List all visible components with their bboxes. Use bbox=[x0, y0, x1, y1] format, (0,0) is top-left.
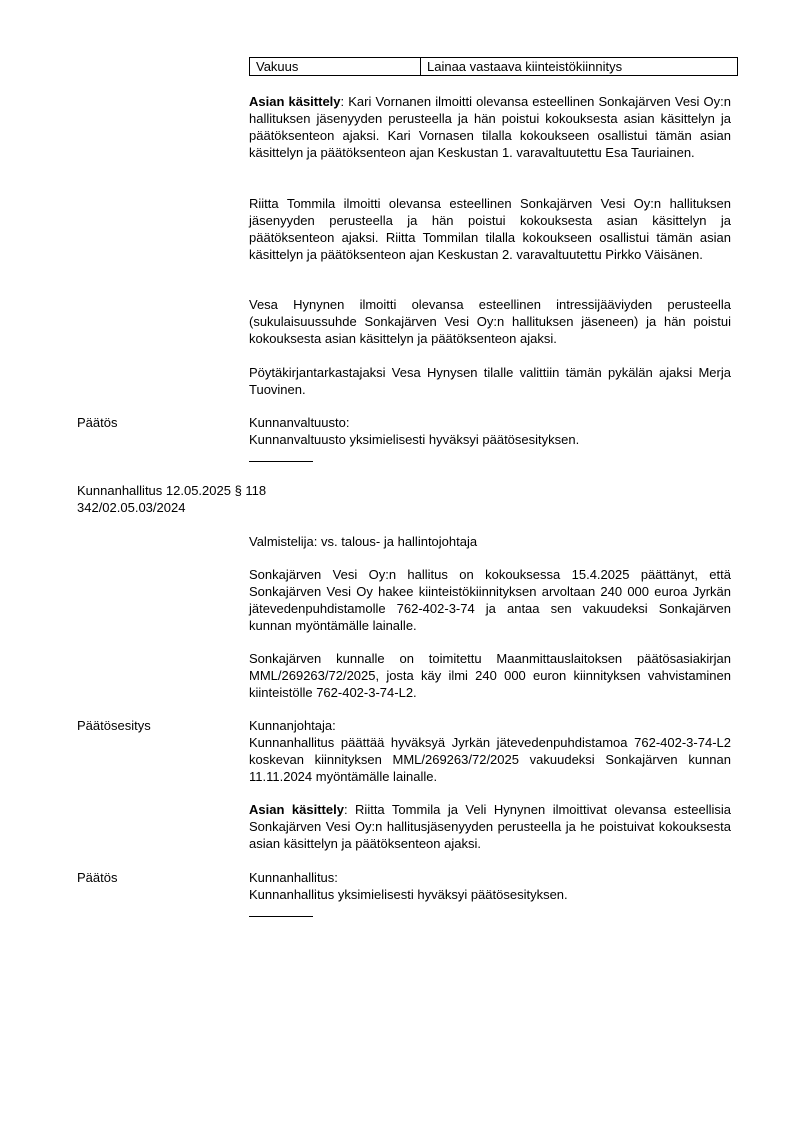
meeting-header-line2: 342/02.05.03/2024 bbox=[77, 500, 186, 515]
paatos-label: Päätös bbox=[77, 415, 118, 430]
asian-kasittely-paragraph-1 bbox=[249, 93, 731, 161]
meeting-header bbox=[77, 482, 266, 516]
paatos-body-line2: Kunnanhallitus yksimielisesti hyväksyi päätösesityksen. bbox=[249, 887, 568, 902]
paatos-body bbox=[249, 869, 731, 903]
paatosesitys-line2: Kunnanhallitus päättää hyväksyä Jyrkän jätevedenpuhdistamoa 762-402-3-74-L2 koskevan kiinnityksen MML/269263/72/2025 vakuudeksi Sonkajärven kunnan 11.11.2024 myöntämälle lainalle. bbox=[249, 735, 731, 784]
paatosesitys-label: Päätösesitys bbox=[77, 718, 151, 733]
paatos-body bbox=[249, 414, 731, 448]
paragraph-hallitus-paatos: Sonkajärven Vesi Oy:n hallitus on kokouksessa 15.4.2025 päättänyt, että Sonkajärven Vesi Oy hakee kiinteistökiinnityksen arvoltaan 240 000 euroa Jyrkän jätevedenpuhdistamolle 762-402-3-74 ja antaa sen vakuudeksi Sonkajärven kunnan myöntämälle lainalle. bbox=[249, 567, 731, 633]
paatos-body-line2: Kunnanvaltuusto yksimielisesti hyväksyi päätösesityksen. bbox=[249, 432, 580, 447]
section-divider bbox=[249, 916, 313, 917]
vakuus-label-cell: Vakuus bbox=[250, 58, 421, 76]
meeting-header-line1: Kunnanhallitus 12.05.2025 § 118 bbox=[77, 483, 267, 498]
vakuus-value-cell: Lainaa vastaava kiinteistökiinnitys bbox=[421, 58, 738, 76]
paragraph-tommila: Riitta Tommila ilmoitti olevansa esteellinen Sonkajärven Vesi Oy:n hallituksen jäsenyyden perusteella ja hän poistui kokouksesta asian käsittelyn ja päätöksenteon ajaksi. Riitta Tommilan tilalla kokoukseen osallistui tämän asian käsittelyn ja päätöksenteon ajan Keskustan 2. varavaltuutettu Pirkko Väisänen. bbox=[249, 196, 731, 262]
vakuus-table bbox=[249, 57, 738, 76]
paatos-label: Päätös bbox=[77, 870, 118, 885]
table-row bbox=[250, 58, 738, 76]
asian-kasittely-text: : Kari Vornanen ilmoitti olevansa esteellinen Sonkajärven Vesi Oy:n hallituksen jäsenyyden perusteella ja hän poistui kokouksesta asian käsittelyn ja päätöksenteon ajaksi. Kari Vornasen tilalla kokoukseen osallistui tämän asian käsittelyn ja päätöksenteon ajan Keskustan 1. varavaltuutettu Esa Tauriainen. bbox=[249, 94, 731, 160]
valmistelija-line: Valmistelija: vs. talous- ja hallintojohtaja bbox=[249, 534, 478, 549]
asian-kasittely-heading: Asian käsittely bbox=[249, 802, 344, 817]
paatosesitys-line1: Kunnanjohtaja: bbox=[249, 718, 336, 733]
paatosesitys-body bbox=[249, 717, 731, 785]
section-divider bbox=[249, 461, 313, 462]
paatos-body-line1: Kunnanhallitus: bbox=[249, 870, 338, 885]
paatos-body-line1: Kunnanvaltuusto: bbox=[249, 415, 350, 430]
asian-kasittely-paragraph-2 bbox=[249, 801, 731, 852]
asian-kasittely-heading: Asian käsittely bbox=[249, 94, 341, 109]
paragraph-maanmittauslaitos: Sonkajärven kunnalle on toimitettu Maanmittauslaitoksen päätösasiakirjan MML/269263/72/2025, josta käy ilmi 240 000 euron kiinnityksen vahvistaminen kiinteistölle 762-402-3-74-L2. bbox=[249, 651, 731, 700]
paragraph-poytakirjantarkastaja: Pöytäkirjantarkastajaksi Vesa Hynysen tilalle valittiin tämän pykälän ajaksi Merja Tuovinen. bbox=[249, 365, 731, 397]
asian-kasittely-text: : Riitta Tommila ja Veli Hynynen ilmoittivat olevansa esteellisia Sonkajärven Vesi Oy:n hallitusjäsenyyden perusteella ja he poistuivat kokouksesta asian käsittelyn ja päätöksenteon ajaksi. bbox=[249, 802, 731, 851]
paragraph-hynynen: Vesa Hynynen ilmoitti olevansa esteellinen intressijääviyden perusteella (sukulaisuussuhde Sonkajärven Vesi Oy:n hallituksen jäseneen) ja hän poistui kokouksesta asian käsittelyn ja päätöksenteon ajaksi. bbox=[249, 297, 731, 346]
